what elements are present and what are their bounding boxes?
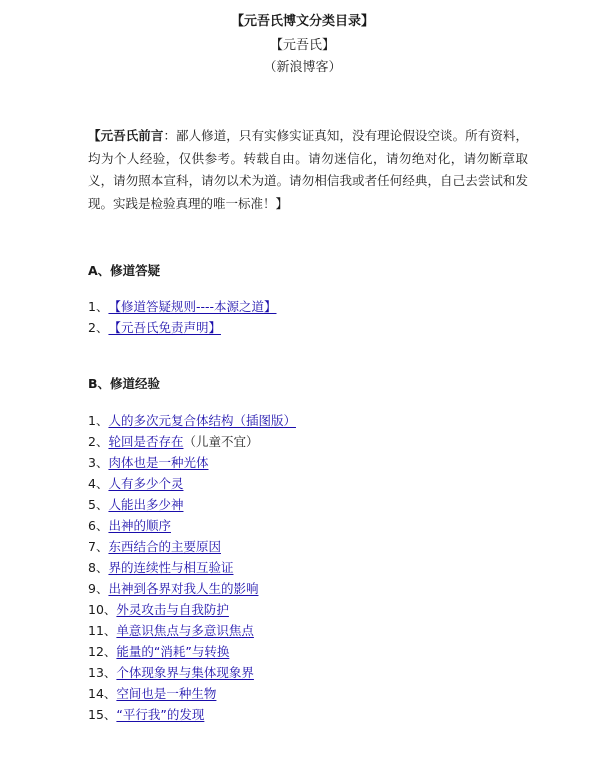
item-number: 15、 xyxy=(88,707,117,722)
list-item xyxy=(88,317,277,338)
article-link[interactable]: 单意识焦点与多意识焦点 xyxy=(116,623,254,638)
list-item xyxy=(88,578,296,599)
list-item xyxy=(88,536,296,557)
item-number: 2、 xyxy=(88,434,109,449)
article-link[interactable]: 出神到各界对我人生的影响 xyxy=(108,581,259,596)
article-link[interactable]: 个体现象界与集体现象界 xyxy=(116,665,254,680)
article-link[interactable]: 【元吾氏免责声明】 xyxy=(108,320,221,335)
list-item xyxy=(88,704,296,725)
article-link[interactable]: 人能出多少神 xyxy=(108,497,184,512)
article-link[interactable]: 轮回是否存在 xyxy=(108,434,184,449)
list-item xyxy=(88,620,296,641)
section-heading-b: B、修道经验 xyxy=(88,376,161,391)
article-link[interactable]: “平行我”的发现 xyxy=(116,707,205,722)
list-item xyxy=(88,662,296,683)
article-link[interactable]: 肉体也是一种光体 xyxy=(108,455,209,470)
list-item xyxy=(88,494,296,515)
item-number: 10、 xyxy=(88,602,117,617)
article-link[interactable]: 人的多次元复合体结构（插图版） xyxy=(108,413,296,428)
preface-body: ：鄙人修道，只有实修实证真知，没有理论假设空谈。所有资料，均为个人经验，仅供参考。转载自由。请勿迷信化，请勿绝对化，请勿断章取义，请勿照本宣科，请勿以术为道。请勿相信我或者任何经典，自己去尝试和发现。实践是检验真理的唯一标准！】 xyxy=(88,128,528,211)
preface-paragraph xyxy=(88,125,528,215)
item-number: 11、 xyxy=(88,623,117,638)
article-link[interactable]: 人有多少个灵 xyxy=(108,476,184,491)
article-link[interactable]: 外灵攻击与自我防护 xyxy=(116,602,229,617)
section-a-list xyxy=(88,296,277,338)
list-item xyxy=(88,599,296,620)
item-number: 6、 xyxy=(88,518,109,533)
list-item xyxy=(88,431,296,452)
article-link[interactable]: 能量的“消耗”与转换 xyxy=(116,644,230,659)
item-number: 14、 xyxy=(88,686,117,701)
item-number: 3、 xyxy=(88,455,109,470)
item-number: 2、 xyxy=(88,320,109,335)
article-link[interactable]: 出神的顺序 xyxy=(108,518,171,533)
list-item xyxy=(88,473,296,494)
section-heading-a: A、修道答疑 xyxy=(88,263,161,278)
item-number: 8、 xyxy=(88,560,109,575)
list-item xyxy=(88,557,296,578)
item-number: 9、 xyxy=(88,581,109,596)
document-title: 【元吾氏博文分类目录】 xyxy=(230,14,374,29)
item-number: 1、 xyxy=(88,299,109,314)
author-name: 【元吾氏】 xyxy=(269,38,335,53)
item-note: （儿童不宜） xyxy=(183,434,259,449)
list-item xyxy=(88,452,296,473)
list-item xyxy=(88,296,277,317)
item-number: 13、 xyxy=(88,665,117,680)
section-b-list xyxy=(88,410,296,725)
article-link[interactable]: 东西结合的主要原因 xyxy=(108,539,221,554)
list-item xyxy=(88,515,296,536)
article-link[interactable]: 【修道答疑规则----本源之道】 xyxy=(108,299,277,314)
item-number: 7、 xyxy=(88,539,109,554)
list-item xyxy=(88,683,296,704)
article-link[interactable]: 界的连续性与相互验证 xyxy=(108,560,234,575)
article-link[interactable]: 空间也是一种生物 xyxy=(116,686,217,701)
item-number: 1、 xyxy=(88,413,109,428)
list-item xyxy=(88,410,296,431)
preface-lead: 【元吾氏前言 xyxy=(88,128,164,143)
item-number: 12、 xyxy=(88,644,117,659)
item-number: 4、 xyxy=(88,476,109,491)
source-label: （新浪博客） xyxy=(263,60,342,75)
list-item xyxy=(88,641,296,662)
item-number: 5、 xyxy=(88,497,109,512)
